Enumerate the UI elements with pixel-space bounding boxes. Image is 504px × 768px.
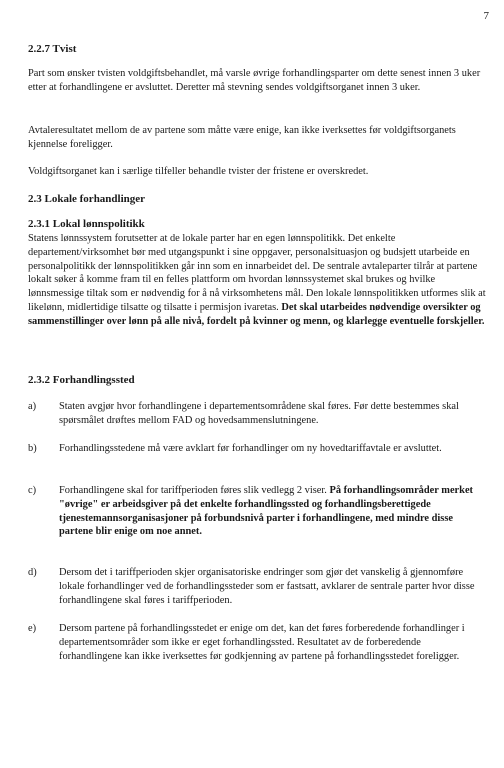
list-item-label: e) (28, 623, 37, 634)
list-item-b (28, 442, 486, 456)
list-item-text: Forhandlingsstedene må være avklart før forhandlinger om ny hovedtariffavtale er avsluttet. (59, 443, 442, 454)
list-item-a (28, 400, 486, 428)
list-item-label: b) (28, 443, 37, 454)
list-item-text: Staten avgjør hvor forhandlingene i departementsområdene skal føres. Før dette bestemmes skal spørsmålet drøftes mellom FAD og hovedsammenslutningene. (59, 401, 459, 426)
paragraph-tvist-3: Voldgiftsorganet kan i særlige tilfeller behandle tvister der fristene er overskredet. (28, 166, 369, 177)
list-item-text-block (59, 484, 486, 539)
paragraph-lonnspolitikk-text: Statens lønnssystem forutsetter at de lokale parter har en egen lønnspolitikk. Det enkelte departement/virksomhet bør med utgangspunkt i sine oppgaver, personalsituasjon og budsjett utarbeide en personalpolitikk der lønnspolitikken går inn som en innarbeidet del. De sentrale avtaleparter tilrår at partene lokalt søker å komme fram til en felles plattform om hvordan lønnssystemet skal brukes og hvilke lønnsmessige tiltak som er nødvendig for å nå virksomhetens mål. Den lokale lønnspolitikken utformes slik at likelønn, midlertidige tilsatte og tilsatte i permisjon ivaretas. (28, 233, 486, 313)
paragraph-lonnspolitikk (28, 232, 486, 329)
list-item-label: c) (28, 485, 37, 496)
list-item-e (28, 622, 486, 663)
heading-2-3-2: 2.3.2 Forhandlingssted (28, 374, 135, 386)
paragraph-tvist-2: Avtaleresultatet mellom de av partene som måtte være enige, kan ikke iverksettes før voldgiftsorganets kjennelse foreligger. (28, 125, 456, 150)
page-number: 7 (483, 10, 489, 22)
list-item-text: Dersom partene på forhandlingsstedet er enige om det, kan det føres forberedende forhandlinger i departementsområder som ikke er eget forhandlingssted. Resultatet av de forberedende forhandlingene kan ikke iverksettes før godkjenning av partene på forhandlingsstedet foreligger. (59, 623, 465, 662)
list-item-c (28, 484, 486, 539)
paragraph-lonnspolitikk-bold: Det skal utarbeides nødvendige oversikter og sammenstillinger over lønn på alle nivå, fordelt på kvinner og menn, og klarlegge eventuelle forskjeller. (28, 301, 485, 327)
heading-2-3-1: 2.3.1 Lokal lønnspolitikk (28, 218, 145, 230)
heading-2-2-7: 2.2.7 Tvist (28, 43, 77, 55)
list-item-d (28, 566, 486, 607)
paragraph-tvist-1: Part som ønsker tvisten voldgiftsbehandlet, må varsle øvrige forhandlingsparter om dette senest innen 3 uker etter at forhandlingene er avsluttet. Deretter må stevning sendes voldgiftsorganet innen 3 uker. (28, 68, 481, 93)
list-item-label: a) (28, 401, 37, 412)
list-item-bold-text: På forhandlingsområder merket "øvrige" er arbeidsgiver på det enkelte forhandlingssted og forhandlingsberettigede tjenestemannsorganisasjoner på forbundsnivå parter i forhandlingene, med mindre disse partene blir enige om noe annet. (59, 485, 474, 538)
list-item-text: Dersom det i tariffperioden skjer organisatoriske endringer som gjør det vanskelig å gjennomføre lokale forhandlinger ved de forhandlingssteder som er fastsatt, avklarer de sentrale parter hvor disse forhandlingene skal føres i tariffperioden. (59, 567, 475, 606)
list-item-label: d) (28, 567, 37, 578)
heading-2-3: 2.3 Lokale forhandlinger (28, 193, 146, 205)
list-item-text: Forhandlingene skal for tariffperioden føres slik vedlegg 2 viser. (59, 485, 327, 496)
